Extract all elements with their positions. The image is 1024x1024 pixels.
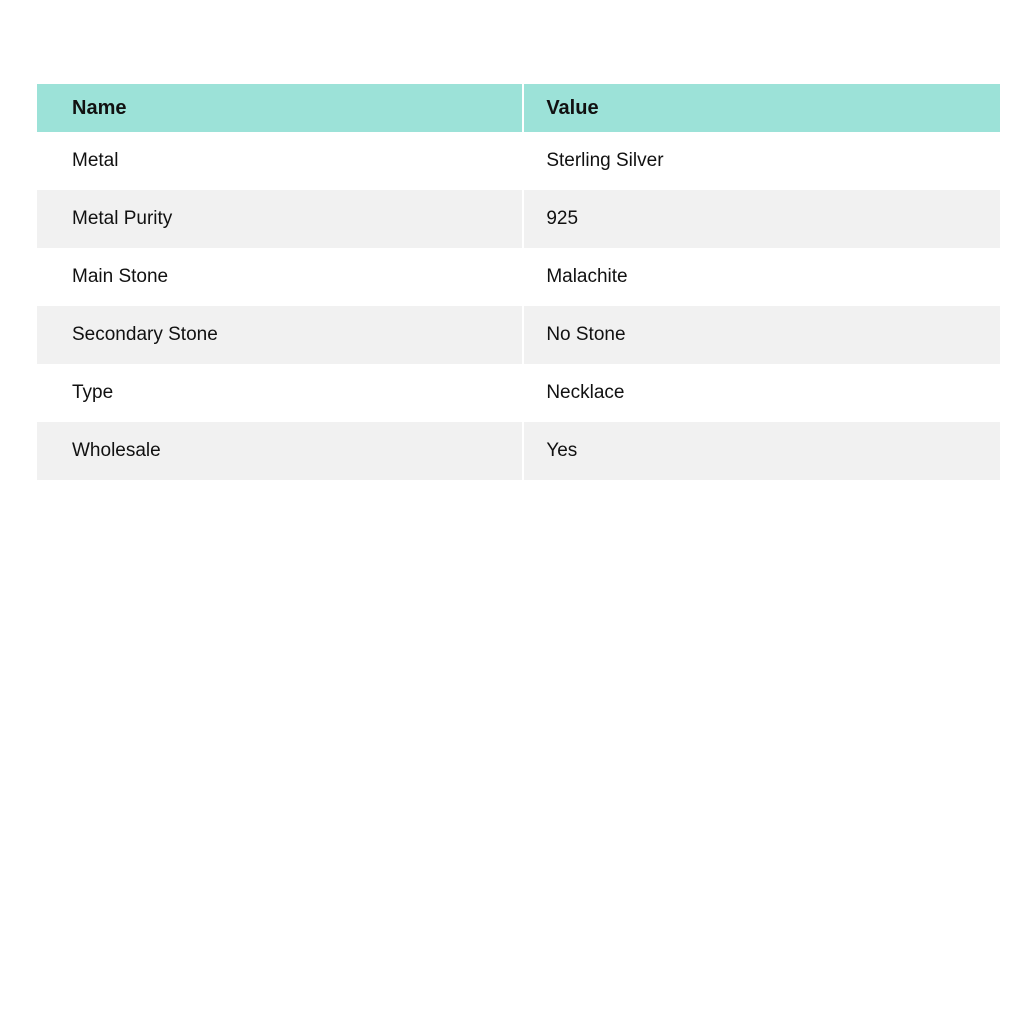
table-row bbox=[37, 364, 1000, 422]
attribute-name: Secondary Stone bbox=[37, 306, 523, 364]
attribute-value: 925 bbox=[523, 190, 1000, 248]
table-header-row bbox=[37, 84, 1000, 132]
attribute-name: Metal Purity bbox=[37, 190, 523, 248]
attribute-name: Wholesale bbox=[37, 422, 523, 480]
attribute-name: Type bbox=[37, 364, 523, 422]
header-value: Value bbox=[523, 84, 1000, 132]
table-row bbox=[37, 132, 1000, 190]
table-row bbox=[37, 190, 1000, 248]
attribute-name: Main Stone bbox=[37, 248, 523, 306]
attribute-value: Malachite bbox=[523, 248, 1000, 306]
table-row bbox=[37, 248, 1000, 306]
attribute-value: Sterling Silver bbox=[523, 132, 1000, 190]
table-row bbox=[37, 422, 1000, 480]
table-row bbox=[37, 306, 1000, 364]
attribute-value: No Stone bbox=[523, 306, 1000, 364]
attributes-table-container bbox=[37, 84, 1000, 480]
attributes-table bbox=[37, 84, 1000, 480]
header-name: Name bbox=[37, 84, 523, 132]
attribute-value: Necklace bbox=[523, 364, 1000, 422]
attribute-value: Yes bbox=[523, 422, 1000, 480]
attribute-name: Metal bbox=[37, 132, 523, 190]
